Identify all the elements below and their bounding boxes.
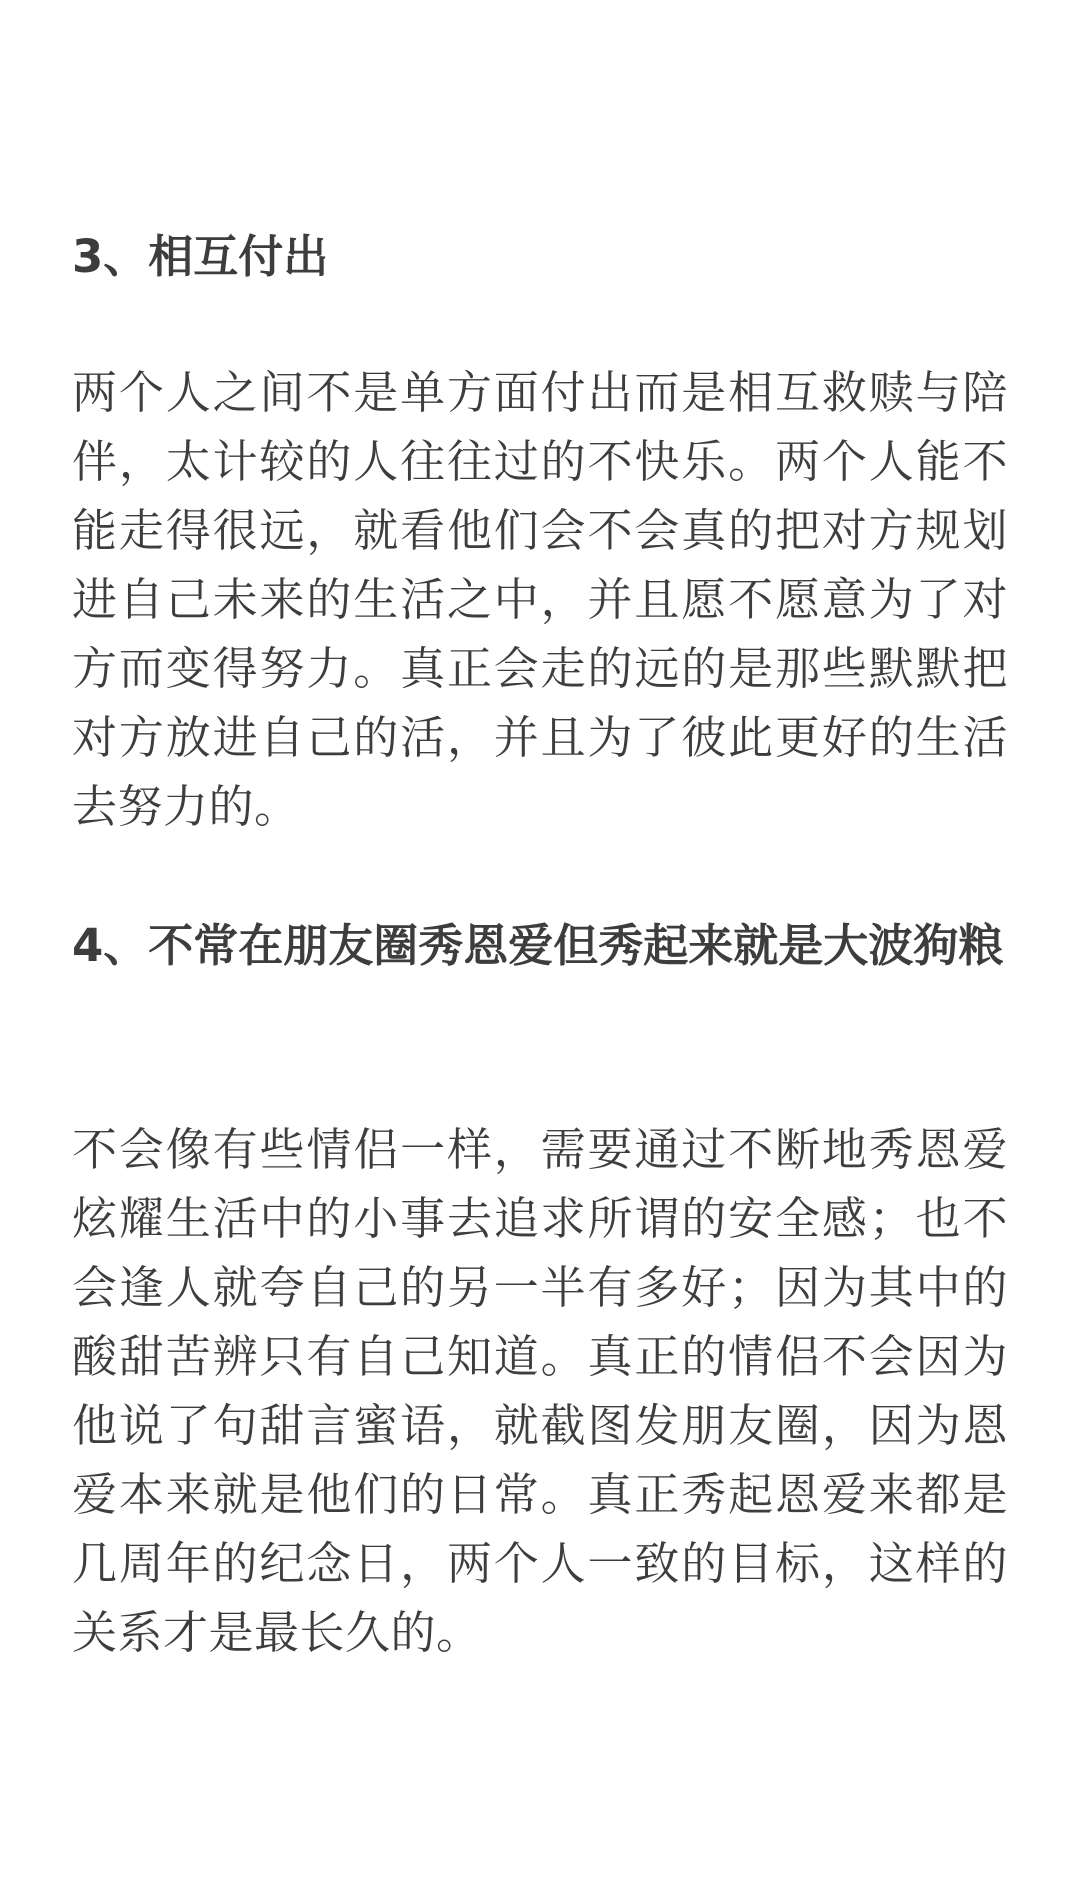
section-4-heading: 4、不常在朋友圈秀恩爱但秀起来就是大波狗粮 bbox=[72, 919, 1004, 972]
section-3-body: 两个人之间不是单方面付出而是相互救赎与陪伴，太计较的人往往过的不快乐。两个人能不能走得很远，就看他们会不会真的把对方规划进自己未来的生活之中，并且愿不愿意为了对方而变得努力。真正会走的远的是那些默默把对方放进自己的活，并且为了彼此更好的生活去努力的。 bbox=[72, 366, 1008, 833]
section-3-heading: 3、相互付出 bbox=[72, 230, 329, 283]
section-4-body: 不会像有些情侣一样，需要通过不断地秀恩爱炫耀生活中的小事去追求所谓的安全感；也不会逢人就夸自己的另一半有多好；因为其中的酸甜苦辨只有自己知道。真正的情侣不会因为他说了句甜言蜜语，就截图发朋友圈，因为恩爱本来就是他们的日常。真正秀起恩爱来都是几周年的纪念日，两个人一致的目标，这样的关系才是最长久的。 bbox=[72, 1123, 1008, 1659]
